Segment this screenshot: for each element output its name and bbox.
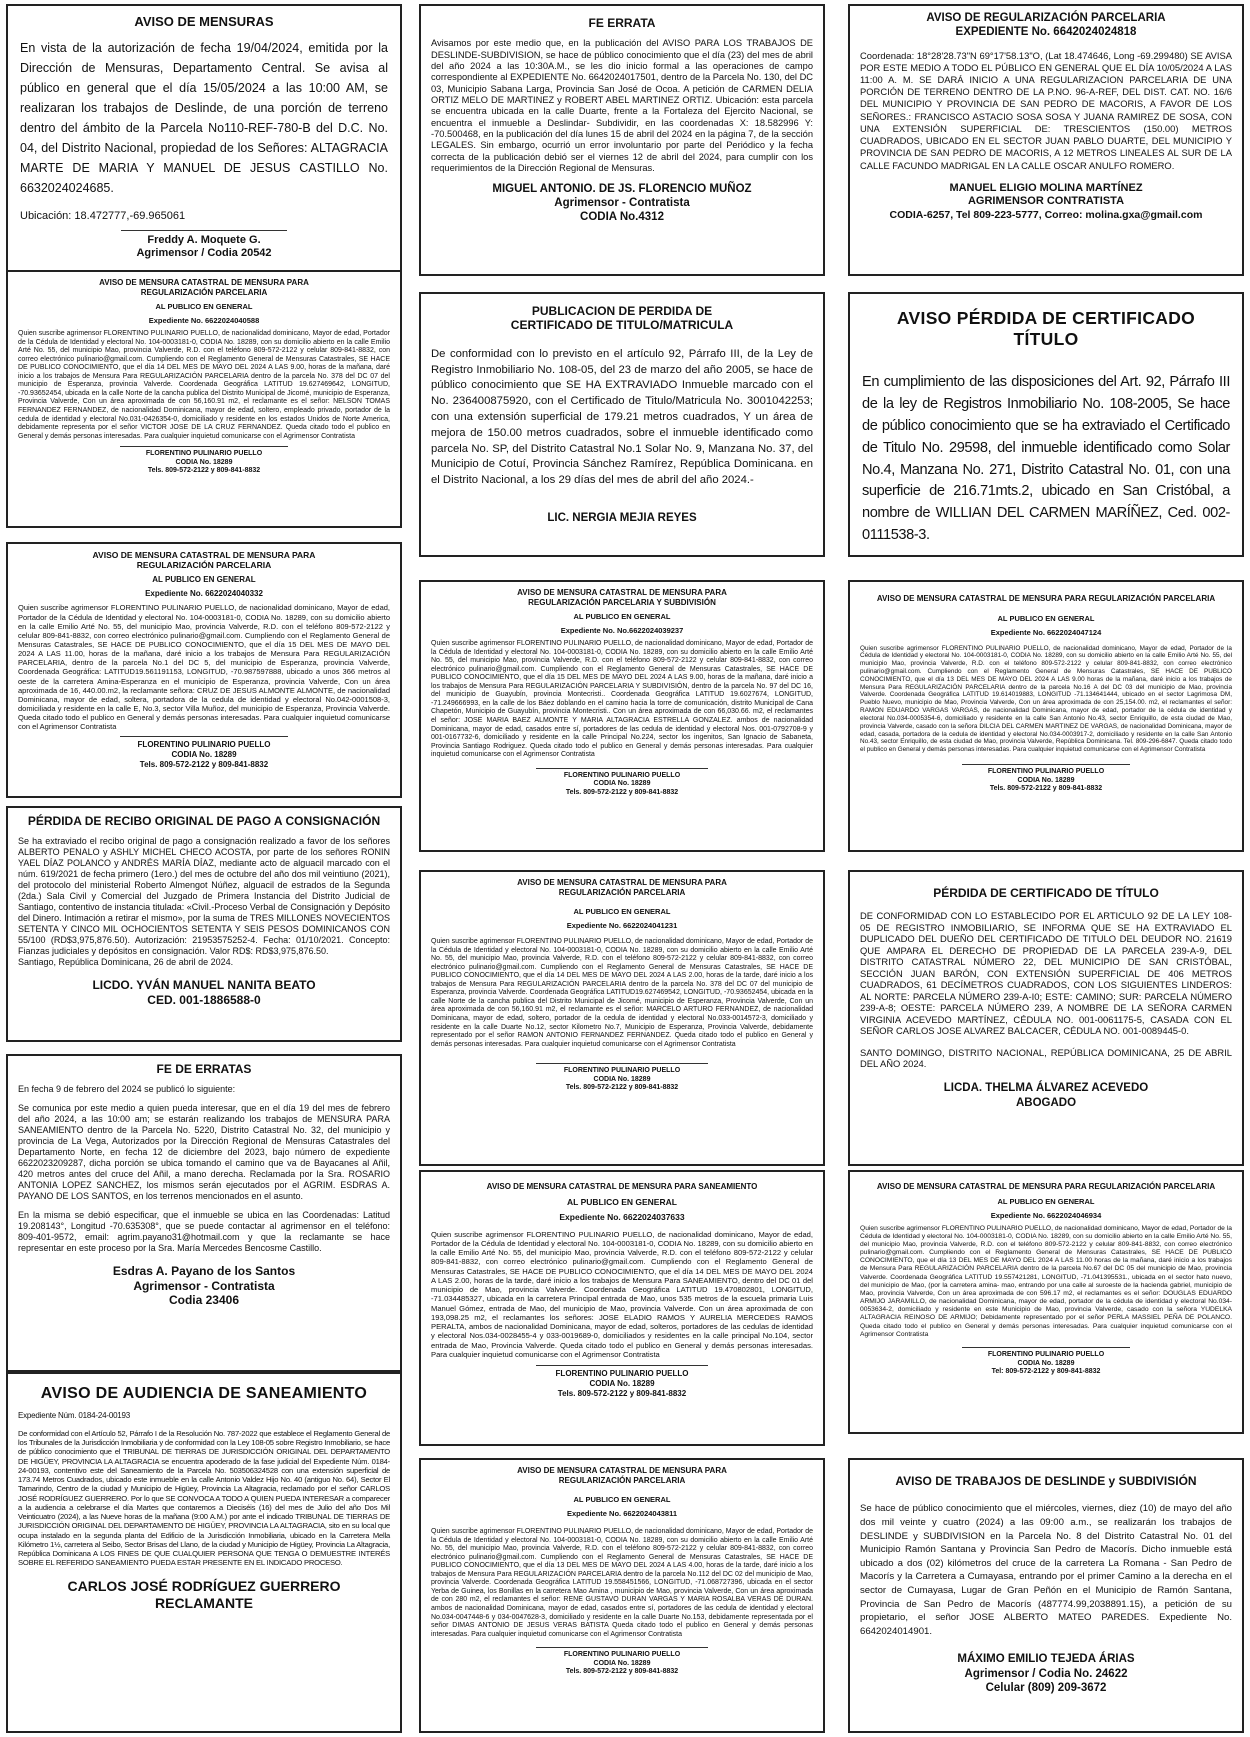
signature [18,978,390,1007]
notice-aviso-de-mensuras [6,4,402,276]
notice-body: Se ha extraviado el recibo original de pago a consignación realizado a favor de los señores ALBERTO PENALO y ASHLY MICHEL CHECO ACOSTA, por parte de los señores RONIN YAEL DÍAZ POLANCO y ANDRÉS MARÍA DÍAZ, mediante acto de alguacil marcado con el núm. 619/2021 de fecha primero (1ero.) del mes de octubre del año dos mil veintiuno (2021), del protocolo del ministerial Roberto Almengot Núñez, alguacil de estrados de la Segunda (2da.) Sala Civil y Comercial del Juzgado de Primera Instancia del Distrito Judicial de Santiago, contentivo de instancia titulada: «Civil.-Proceso Verbal de Consignación y Depósito del Dinero. Intimación a retirar el mismo», por la suma de TRES MILLONES NOVECIENTOS SETENTA Y CINCO MIL OCHOCIENTOS SETENTA Y SEIS PESOS DOMINICANOS CON 55/100 (RD$3,975,876.50). Autorización: 21953575252-4. Fecha: 01/10/2021. Concepto: Fianzas judiciales y depósitos en consignación. Valor RD$: RD$3,975,876.50. [18,836,390,957]
notice-audience: AL PUBLICO EN GENERAL [573,612,671,622]
signature-name: LICDO. YVÁN MANUEL NANITA BEATO [92,978,316,993]
signature-line [962,1347,1129,1348]
notice-title: AVISO DE MENSURA CATASTRAL DE MENSURA PARA REGULARIZACIÓN PARCELARIA Y SUBDIVISIÓN [517,588,727,607]
signature-role: Agrimensor / Codia No. 24622 [964,1667,1128,1680]
signature-name: FLORENTINO PULINARIO PUELLO [987,1351,1105,1358]
notice-perdida-recibo-consignacion [6,806,402,1042]
notice-title: AVISO DE REGULARIZACIÓN PARCELARIA EXPEDIENTE No. 6642024024818 [926,12,1166,38]
notice-body: En cumplimiento de las disposiciones del Art. 92, Párrafo III de la ley de Registros Inmobiliario No. 108-2005, Se hace de público conocimiento que se ha extraviado el Certificado de Titulo No. 29598, del inmueble identificado como Solar No.4, Manzana No. 271, Distrito Catastral No. 01, con una superficie de 216.71mts.2, ubicado en San Cristóbal, a nombre de WILLIAN DEL CARMEN MARÍÑEZ, Ced. 002-0111538-3. [862,374,1230,544]
notice-audiencia-saneamiento [6,1372,402,1733]
notice-audience: AL PUBLICO EN GENERAL [997,1196,1095,1206]
notice-body: Quien suscribe agrimensor FLORENTINO PULINARIO PUELLO, de nacionalidad dominicano, Mayor de edad, Portador de la Cédula de Identidad y electoral No. 104-0003181-0, CODIA No. 18289, con su domicilio abierto en la calle Emilio Arté No. 55, del municipio Mao, provincia Valverde, R.D. con el teléfono 809-572-2122 y celular 809-841-8832, con correo electrónico pulinario@gmail.com. Cumpliendo con el Reglamento General de Mensuras Catastrales, SE HACE DE PUBLICO CONOCIMIENTO, que el día 13 DEL MES DE MAYO DEL 2024 A LAS 4.00, horas de la tarde, daré inicio a los trabajos de Mensura Para REGULARIZACIÓN PARCELARIA dentro de la parcela No.112 del DC 02 del municipio de Mao, provincia Valverde. Coordenada Geográfica LATITUD 19.558451566, LONGITUD, -71.068727396, ubicada en el sector Yerba de Guinea, los Bonillas en la carretera Mao Amina , municipio de Mao, provincia Valverde, Con un área aproximada de con 280 m2, el reclamantes el señor: RENE GUSTAVO DURAN VARGAS Y MARIA ROSALBA VERAS DE DURAN. ambos de nacionalidad Dominicana, mayor de edad, casados entre sí, portadores de las cedula de identidad y electoral No.034-0047448-6 y 034-0047628-3, domiciliado y residente en la calle Duarte No.153, debidamente representada por el señor DIMAS ANTONIO DE JESUS VERAS BATISTA Queda citado todo el publico en General y demás personas interesadas. Para cualquier inquietud comunicarse con el Agrimensor Contratista [431,1528,813,1638]
signature-phones: Tels. 809-572-2122 y 809-841-8832 [557,1388,687,1398]
signature-name: MANUEL ELIGIO MOLINA MARTÍNEZ [949,181,1143,194]
signature-phone: Celular (809) 209-3672 [985,1681,1107,1694]
signature-phones: Tels. 809-572-2122 y 809-841-8832 [565,1668,679,1676]
signature [860,182,1232,222]
notice-mensura-regularizacion-046934 [848,1170,1244,1434]
signature-name: MÁXIMO EMILIO TEJEDA ÁRIAS [957,1653,1135,1666]
notice-body: Se hace de público conocimiento que el miércoles, viernes, diez (10) de mayo del año dos mil veinte y cuatro (2024) a las 09:00 a.m., se realizarán los trabajos de DESLINDE y SUBDIVISION en la Parcela No. 8 del Distrito Catastral No. 01 del Municipio Ramón Santana y Provincia San Pedro de Macorís. Dicho inmueble está ubicado a dos (02) kilómetros del cruce de la carretera La Romana - San Pedro de Macorís y la Carretera a Cumayasa, entrando por el primer Camino a la derecha en el sector de Cumayasa, Lugar de Gran Peñón en el Municipio de Ramón Santana, Provincia de San Pedro de Macorís (487774.99,2038891.15), a petición de su propietario, el señor JOSE ALBERTO MATEO PAREDES. Expediente No. 6642024014901. [860,1503,1232,1637]
notice-body: De conformidad con el Artículo 52, Párrafo I de la Resolución No. 787-2022 que establece el Reglamento General de los Tribunales de la Jurisdicción Inmobiliaria y de conformidad con la Ley 108-05 sobre Registro Inmobiliario, se hace de público conocimiento que el TRIBUNAL DE TIERRAS DE JURISDICCIÓN ORIGINAL DEL DEPARTAMENTO DE HIGÜEY, PROVINCIA LA ALTAGRACIA se encuentra apoderado de la fase judicial del Expediente Núm. 0184-24-00193, contentivo este del Saneamiento de la Parcela No. 503506324528 con una extensión superficial de 173.74 Metros Cuadrados, ubicado este inmueble en la calle Antonio Valdez Hijo No. 40 (antiguo No. 64), Sector El Tamarindo, Centro de la ciudad y Municipio de Higüey, Provincia La Altagracia, reclamado por el señor CARLOS JOSÉ RODRÍGUEZ GUERRERO. Por lo que SE CONVOCA A TODO A QUIEN PUEDA INTERESAR a comparecer a la audiencia a celebrarse el día Martes que contaremos a Dieciséis (16) del mes de Julio del año Dos Mil Veinticuatro (2024), a las Nueve horas de la mañana (9:00 A.M.) por ante el indicado TRIBUNAL DE TIERRAS DE JURISDICCIÓN ORIGINAL DEL DEPARTAMENTO DE HIGÜEY, PROVINCIA LA ALTAGRACIA, sito en su local que ocupa instalado en la segunda planta del Edificio de la Jurisdicción Inmobiliaria, ubicado en la Carretera Mella Kilómetro 1½, carretera al Seibo, Sector Brisas del Llano, de la ciudad y Municipio de Higüey, Provincia La Altagracia, República Dominicana A LOS FINES DE QUE CUALQUIER PERSONA QUE TENGA O DEMUESTRE INTERÉS SOBRE EL REFERIDO SANEAMIENTO PUEDA ESTAR PRESENTE EN EL INDICADO PROCESO. [18,1428,390,1568]
notice-mensura-subdivision-039237 [419,580,825,852]
signature-name: FLORENTINO PULINARIO PUELLO [555,1369,689,1379]
notice-expediente: Expediente No. 6622024040588 [148,316,260,326]
signature-name: FLORENTINO PULINARIO PUELLO [987,767,1105,775]
notice-audience: AL PUBLICO EN GENERAL [155,302,253,312]
signature-line [120,736,287,737]
signature-contact: CODIA-6257, Tel 809-223-5777, Correo: molina.gxa@gmail.com [889,208,1203,221]
notice-deslinde-subdivision [848,1458,1244,1733]
notice-title: AVISO DE MENSURA CATASTRAL DE MENSURA PARA REGULARIZACIÓN PARCELARIA [517,1466,727,1485]
signature-phones: Tels. 809-572-2122 y 809-841-8832 [565,788,679,796]
notice-mensura-regularizacion-040332 [6,542,402,798]
notice-mensura-regularizacion-040588 [6,270,402,528]
signature [431,772,813,798]
notice-audience: AL PUBLICO EN GENERAL [152,575,256,585]
signature-codia: CODIA No. 18289 [1017,1359,1075,1367]
signature-phones: Tel: 809-572-2122 y 809-841-8832 [991,1368,1101,1376]
notice-place-date: SANTO DOMINGO, DISTRITO NACIONAL, REPÚBLICA DOMINICANA, 25 DE ABRIL DEL AÑO 2024. [860,1046,1232,1070]
signature-cedula: CED. 001-1886588-0 [147,992,261,1007]
signature-name: LIC. NERGIA MEJIA REYES [547,512,697,525]
notice-fe-de-erratas [6,1054,402,1372]
signature [18,1578,390,1612]
notice-title: AVISO DE MENSURA CATASTRAL DE MENSURA PARA REGULARIZACIÓN PARCELARIA [99,278,309,297]
signature-phones: Tels. 809-572-2122 y 809-841-8832 [565,1084,679,1092]
notice-title: FE DE ERRATAS [156,1062,252,1076]
notice-perdida-certificado-matricula [419,292,825,557]
notice-mensura-regularizacion-041231 [419,870,825,1166]
signature-role: Agrimensor - Contratista [133,1278,275,1293]
notice-audience: AL PUBLICO EN GENERAL [997,613,1095,623]
notice-expediente: Expediente No. 6622024041231 [566,921,678,931]
signature-name: Esdras A. Payano de los Santos [112,1263,296,1278]
notice-body: Quien suscribe agrimensor FLORENTINO PULINARIO PUELLO, de nacionalidad dominicano, Mayor de edad, Portador de la Cédula de Identidad y electoral No. 104-0003181-0, CODIA No. 18289, con su domicilio abierto en la calle Emilio Arté No. 55, del municipio Mao, provincia Valverde, R.D. con el teléfono 809-572-2122 y celular 809-841-8832, con correo electrónico pulinario@gmail.com. Cumpliendo con el Reglamento General de Mensuras Catastrales, SE HACE DE PUBLICO CONOCIMIENTO, que el día 13 DEL MES DE MAYO DEL 2024 A LAS 11.00 horas de la mañana, daré inicio a los trabajos de Mensura Para REGULARIZACIÓN PARCELARIA dentro de la parcela No.67 del DC 05 del municipio de Mao, provincia Valverde. Coordenada Geográfica LATITUD 19.557421281, LONGITUD, -71.041395531., ubicada en el sector hato nuevo, del municipio de Mao, (por la carretera amina- mao, entrando por una calle al suroeste de la hacienda gabriel, municipio de Mao, provincia Valverde, Con un área aproximada de con 596.17 m2, el reclamantes es el señor: DOUGLAS EDUARDO ARMIJO JARAMILLO, de nacionalidad Dominicana, mayor de edad, portador de la cédula de identidad y electoral No.034-0053634-2, domiciliado y residente en este Municipio de Mao, provincia Valverde, casado con la señora YUDELKA ALTAGRACIA REINOSO DE ARMIJO; Debidamente representado por el señor PERLA MASSIEL PEÑA DE POLANCO. Queda citado todo el publico en General y demás personas interesadas. Para cualquier inquietud comunicarse con el Agrimensor Contratista [860,1224,1232,1338]
notice-expediente: Expediente No. 6622024046934 [990,1210,1102,1220]
signature-line [536,1365,708,1366]
notice-title: AVISO DE MENSURA CATASTRAL DE MENSURA PARA REGULARIZACIÓN PARCELARIA [876,1182,1216,1191]
signature-codia: CODIA No. 18289 [589,1378,655,1388]
signature-line [121,230,287,231]
signature [431,1369,813,1398]
notice-fe-errata [419,4,825,276]
notice-audience: AL PUBLICO EN GENERAL [573,907,671,917]
signature-codia: CODIA No.4312 [580,211,664,224]
notice-body: Se comunica por este medio a quien pueda interesar, que en el día 19 del mes de febrero del año 2024, a las 10:00 am; se estarán realizando los trabajos de MENSURA PARA SANEAMIENTO dentro de la Parcela No. 5220, Distrito Catastral No. 32, del municipio y provincia de La Vega, Autorizados por la Dirección Regional de Mensuras Catastrales del Departamento Norte, en fecha 12 de diciembre del 2023, bajo número de expediente 6622023209287, dicha porción se ubica tomando el camino que va de Bayacanes al Añil, 420 metros antes del cruce del Añil, a mano derecha. Reclamada por la Sra. ROSARIO ANTONIA LOPEZ SANCHEZ, los mismos serán ejecutados por el AGRIM. ESDRAS A. PAYANO DE LOS SANTOS, en los terrenos mencionados en el asunto. [18,1103,390,1202]
notice-body: En vista de la autorización de fecha 19/04/2024, emitida por la Dirección de Mensuras, Departamento Central. Se avisa al público en general que el día 15/05/2024 a las 10:00 AM, se realizaran los trabajos de Deslinde, de una porción de terreno dentro del ámbito de la Parcela No110-REF-780-B del D.C. No. 04, del Distrito Nacional, propiedad de los Señores: ALTAGRACIA MARTE DE MARIA Y MANUEL DE JESUS CASTILLO No. 6632024024685. [20,40,388,195]
signature-name: LICDA. THELMA ÁLVAREZ ACEVEDO [943,1082,1149,1095]
signature-line [536,1647,708,1648]
notice-body: DE CONFORMIDAD CON LO ESTABLECIDO POR EL ARTICULO 92 DE LA LEY 108-05 DE REGISTRO INMOBILIARIO, SE INFORMA QUE SE HA EXTRAVIADO EL DUPLICADO DEL DUEÑO DEL CERTIFICADO DE TITULO DEL DEUDOR NO. 21619 QUE AMPARA EL DERECHO DE PROPIEDAD DE LA PARCELA 239-A-9, DEL DISTRITO CATASTRAL NÚMERO 22, DEL MUNICIPIO DE SAN CRISTÓBAL, SECCIÓN JUAN BARÓN, CON EXTENSIÓN SUPERFICIAL DE 406 METROS CUADRADOS, 61 DECÍMETROS CUADRADOS, CON LOS SIGUIENTES LINDEROS: AL NORTE: PARCELA NÚMERO 239-A-I0; ESTE: CAMINO; SUR: PARCELA NÚMERO 239-A-8; OESTE: PARCELA NÚMERO 239, A NOMBRE DE LA SEÑORA CARMEN VIRGINIA ACEVEDO MARTÍNEZ, CÉDULA NO. 001-0061175-5, CASADA CON EL SEÑOR CARLOS JOSE ALVAREZ BALCACER, CÉDULA NO. 001-0089445-0. [860,910,1232,1037]
signature [20,234,388,261]
signature-role: Agrimensor - Contratista [554,197,690,210]
notice-expediente: Expediente No. No.6622024039237 [560,626,684,636]
notice-correction: En la misma se debió especificar, que el inmueble se ubica en las Coordenadas: Latitud 19.208143°, Longitud -70.635308°, que se puede contactar al agrimensor en el teléfono: 809-401-9572, email: agrim.payano31@hotmail.com y que la reclamante se hace representar en este proceso por la Sra. María Mercedes Bencosme Castillo. [18,1210,390,1253]
signature-name: FLORENTINO PULINARIO PUELLO [563,771,681,779]
notice-expediente: Expediente No. 6622024047124 [990,627,1102,637]
notice-title: AVISO DE MENSURA CATASTRAL DE MENSURA PARA SANEAMIENTO [486,1182,758,1191]
signature-codia: CODIA No. 18289 [171,750,237,760]
notice-body: Avisamos por este medio que, en la publicación del AVISO PARA LOS TRABAJOS DE DESLINDE-SUBDIVISION, se hace de público conocimiento que el día (23) del mes de abril del año 2024 a las 10:30A.M., se les dio inicio formal a las operaciones de campo correspondiente al EXPEDIENTE No. 6642024017501, dentro de la Parcela No. 130, del DC 03, Municipio Sabana Larga, Provincia San José de Ocoa. A petición de CARMEN DELIA ORTIZ MELO DE MARTINEZ y ROBERT ABEL MARTINEZ ORTIZ. Ubicación: esta parcela se encuentra ubicada en la calle Duarte, frente a la Fortaleza del Ejercito Nacional, se encuentra el inmueble a Deslindar- Subdividir, en las coordenadas X: 18.582996 Y: -70.500468, en la publicación del día lunes 15 de abril del 2024 en la página 7, de la sección LEGALES. Sin embargo, ocurrió un error involuntario por parte del Periódico y la fecha correcta de la publicación debió ser el viernes 12 de abril del 2024, para cumplir con los requerimientos de la Dirección Regional de Mensuras. [431,38,813,173]
signature [860,1351,1232,1377]
signature-line [536,1063,708,1064]
signature-name: FLORENTINO PULINARIO PUELLO [563,1067,681,1075]
notice-body: Quien suscribe agrimensor FLORENTINO PULINARIO PUELLO, de nacionalidad dominicano, Mayor de edad, Portador de la Cédula de Identidad y electoral No. 104-0003181-0, CODIA No. 18289, con su domicilio abierto en la calle Emilio Arté No. 55, del municipio Mao, provincia Valverde, R.D. con el teléfono 809-572-2122 y celular 809-841-8832, con correo electrónico pulinario@gmail.com. Cumpliendo con el Reglamento General de Mensuras Catastrales, SE HACE DE PUBLICO CONOCIMIENTO, que el día 14 DEL MES DE MAYO DEL 2024 A LAS 2.00, horas de la tarde, daré inicio a los trabajos de Mensura Para REGULARIZACIÓN PARCELARIA dentro de la parcela No. 378 del DC 07 del municipio de Esperanza, provincia Valverde. Coordenada Geográfica LATITUD19.627469542, LONGITUD, -70.93652454, ubicada en la calle Norte de la cancha publica del Distrito Municipal de Jicomé, municipio de Esperanza, Provincia Valverde, Con un área aproximada de con 56,160.91 m2, el reclamante es el señor: MARCELO ARTURO FERNANDEZ, de nacionalidad Dominicana, mayor de edad, soltero, portador de la cedula de identidad y electoral No.033-0014572-3, domiciliado y residente en la calle Duarte No.12, sector Kilometro No.7, Municipio de Esperanza, Provincia Valverde, debidamente representado por el señor RAMON ANTONIO FERNANDEZ FERNANDEZ. Queda citado todo el publico en General y demás personas interesadas. Para cualquier inquietud comunicarse con el Agrimensor Contratista [431,938,813,1048]
notice-body: Quien suscribe agrimensor FLORENTINO PULINARIO PUELLO, de nacionalidad dominicano, Mayor de edad, Portador de la Cédula de Identidad y electoral No. 104-0003181-0, CODIA No. 18289, con su domicilio abierto en la calle Emilio Arté No. 55, del municipio Mao, provincia Valverde, R.D. con el teléfono 809-572-2122 y celular 809-841-8832, con correo electrónico pulinario@gmail.com. Cumpliendo con el Reglamento General de Mensuras Catastrales, SE HACE DE PUBLICO CONOCIMIENTO, que el día 13 DEL MES DE MAYO DEL 2024 A LAS 9.00 horas de la mañana, daré inicio a los trabajos de Mensura Para REGULARIZACIÓN PARCELARIA dentro de la parcela No.16 A del DC 03 del municipio de Mao, provincia Valverde. Coordenada Geográfica LATITUD 19.614019883, LONGITUD -71.134641444, ubicado en el sector Lagrimosa DM, Pueblo Nuevo, municipio de Mao, Provincia Valverde, Con un área aproximada de con 25,154.00. m2, el reclamantes el señor: RAMON EDUARDO VARGAS VARGAS, de nacionalidad Dominicana, mayor de edad, portador de la cédula de identidad y electoral No.034-0005354-6, domiciliado y residente en la calle San Antonio No.43, sector Enriquillo, de esta ciudad de Mao, provincia Valverde, casado con la señora DILCIA DEL CARMEN MARTINEZ DE VARGAS, de nacionalidad Dominicana, mayor de edad, casada, portadora de la cedula de identidad y electoral No.034-0003917-2, domiciliado y residente en la calle San Antonio No.43, sector Enriquillo, de esta ciudad de Mao, provincia Valverde, República Dominicana. Tel. 809-296-6847. Queda citado todo el publico en General y demás personas interesadas. Para cualquier inquietud comunicarse con el Agrimensor Contratista [860,644,1232,754]
notice-title: FE ERRATA [588,16,656,30]
notice-title: PÉRDIDA DE RECIBO ORIGINAL DE PAGO A CONSIGNACIÓN [27,814,381,828]
notice-audience: AL PUBLICO EN GENERAL [567,1196,677,1207]
notice-location: Ubicación: 18.472777,-69.965061 [20,209,186,222]
signature-codia: CODIA No. 18289 [593,780,651,788]
notice-title: AVISO DE MENSURAS [134,14,274,29]
notice-mensura-regularizacion-043811 [419,1458,825,1733]
signature-codia: Codia 23406 [168,1293,240,1308]
notice-place-date: Santiago, República Dominicana, 26 de abril de 2024. [18,957,234,968]
notice-body: Quien suscribe agrimensor FLORENTINO PULINARIO PUELLO, de nacionalidad dominicano, Mayor de edad, Portador de la Cédula de Identidad y electoral No. 104-0003181-0, CODIA No. 18289, con su domicilio abierto en la calle Emilio Arté No. 55, del municipio Mao, provincia Valverde, R.D. con el teléfono 809-572-2122 y celular 809-841-8832, con correo electrónico pulinario@gmail.com. Cumpliendo con el Reglamento General de Mensuras Catastrales, SE HACE DE PUBLICO CONOCIMIENTO, que el día 14 DEL MES DE MAYO DEL 2024 A LAS 2.00, horas de la tarde, daré inicio a los trabajos de Mensura Para SANEAMIENTO, dentro del DC 01 del municipio de Mao, provincia Valverde. Coordenada Geográfica LATITUD 19.470802801, LONGITUD, -71.034485327, ubicada en la carretera Principal entrada de Mao, unos 535 metros de la escuela primaria Luis Manuel Gómez, entrada de Mao, del municipio de Mao, provincia Valverde. Con un área aproximada de con 193,098.25 m2, el reclamantes los señores: JOSE ELADIO RAMOS Y AURELIA MERCEDES RAMOS PERALTA, ambos de nacionalidad Dominicana, mayor de edad, solteros, portadores de las cedulas de identidad y electoral Nos.034-0028455-4 y 033-0019689-0, domiciliados y residentes en la calle principal No.104, sector entrada de Mao, Provincia Valverde. Queda citado todo el publico en General y demás personas interesadas. Para cualquier inquietud comunicarse con el Agrimensor Contratista [431,1229,813,1359]
notice-regularizacion-024818 [848,4,1244,276]
notice-title: AVISO DE AUDIENCIA DE SANEAMIENTO [40,1385,368,1402]
notice-expediente: Expediente No. 6622024037633 [559,1211,685,1222]
signature [431,511,813,525]
signature-phones: Tels. 809-572-2122 y 809-841-8832 [147,467,261,475]
signature-line [536,768,708,769]
notice-title: AVISO DE MENSURA CATASTRAL DE MENSURA PARA REGULARIZACIÓN PARCELARIA [876,594,1216,603]
notice-perdida-certificado-titulo-21619 [848,870,1244,1166]
notice-body: Coordenada: 18°28'28.73"N 69°17'58.13"O, (Lat 18.474646, Long -69.299480) SE AVISA POR ESTE MEDIO A TODO EL PÚBLICO EN GENERAL QUE EL DÍA 10/05/2024 A LAS 11:00 A. M. SE DARÁ INICIO A UNA REGULARIZACION PARCELARIA DE UNA PORCIÓN DE TERRENO DENTRO DE LA P.NO. 96-A-REF, DEL DIST. CAT. NO. 16/6 DEL MUNICIPIO Y PROVINCIA DE SAN PEDRO DE MACORIS, A FAVOR DE LOS SEÑORES.: FRANCISCO ASTACIO SOSA SOSA Y JUANA RAMIREZ DE SOSA, CON UNA EXTENSIÓN SUPERFICIAL DE: TRESCIENTOS (150.00) METROS CUADRADOS, UBICADO EN EL SECTOR JUAN PABLO DUARTE, DEL MUNICIPIO Y PROVINCIA DE SAN PEDRO DE MACORIS, A 12 METROS LINEALES AL SUR DE LA CALLE FACUNDO MADRIGAL EN LA CALLE OSCAR ANULFO ROMERO. [860,49,1232,171]
signature-name: FLORENTINO PULINARIO PUELLO [563,1651,681,1659]
signature-codia: CODIA No. 18289 [593,1075,651,1083]
signature [431,1651,813,1677]
signature-role: AGRIMENSOR CONTRATISTA [967,195,1125,208]
notice-audience: AL PUBLICO EN GENERAL [573,1495,671,1505]
signature [860,768,1232,794]
notice-mensura-regularizacion-047124 [848,580,1244,852]
notice-body: De conformidad con lo previsto en el artículo 92, Párrafo III, de la Ley de Registro Inmobiliario No. 108-05, del 23 de marzo del año 2005, se hace de público conocimiento que SE HA EXTRAVIADO Inmueble marcado con el No. 236400875920, con el Certificado de Titulo/Matricula No. 3001042253; con una extensión superficial de 179.21 metros cuadrados, Y un área de mejora de 150.00 metros cuadrados, sobre el inmueble identificado como parcela No. SP, del Distrito Catastral No.1 Solar No. 9, Manzana No. 37, del Municipio de Cotuí, Provincia Sánchez Ramírez, República Dominicana. en el Distrito Nacional, a los 29 días del mes de abril del año 2024.- [431,347,813,487]
notice-expediente: Expediente No. 6622024043811 [566,1509,678,1519]
notice-title: AVISO DE TRABAJOS DE DESLINDE y SUBDIVISIÓN [895,1474,1197,1488]
signature [18,450,390,476]
signature-name: FLORENTINO PULINARIO PUELLO [137,740,271,750]
signature-role: Agrimensor / Codia 20542 [136,247,272,259]
signature-phones: Tels. 809-572-2122 y 809-841-8832 [139,759,269,769]
signature-line [120,446,287,447]
signature [18,740,390,769]
signature-name: MIGUEL ANTONIO. DE JS. FLORENCIO MUÑOZ [492,183,752,196]
signature-name: Freddy A. Moquete G. [147,233,261,246]
signature [860,1081,1232,1109]
signature [18,1264,390,1308]
signature-codia: CODIA No. 18289 [1017,776,1075,784]
signature-name: CARLOS JOSÉ RODRÍGUEZ GUERRERO [67,1577,341,1594]
signature-phones: Tels. 809-572-2122 y 809-841-8832 [989,785,1103,793]
signature-role: RECLAMANTE [155,1594,253,1611]
notice-title: AVISO DE MENSURA CATASTRAL DE MENSURA PARA REGULARIZACIÓN PARCELARIA [517,878,727,897]
notice-title: PUBLICACION DE PERDIDA DE CERTIFICADO DE TITULO/MATRICULA [510,304,734,333]
signature [431,1067,813,1093]
signature [860,1652,1232,1694]
notice-expediente: Expediente Núm. 0184-24-00193 [18,1411,131,1421]
signature-codia: CODIA No. 18289 [593,1659,651,1667]
notice-expediente: Expediente No. 6622024040332 [145,589,263,599]
notice-perdida-certificado-titulo [848,292,1244,557]
notice-body: Quien suscribe agrimensor FLORENTINO PULINARIO PUELLO, de nacionalidad dominicano, Mayor de edad, Portador de la Cédula de Identidad y electoral No. 104-0003181-0, CODIA No. 18289, con su domicilio abierto en la calle Emilio Arté No. 55, del municipio Mao, provincia Valverde, R.D. con el teléfono 809-572-2122 y celular 809-841-8832, con correo electrónico pulinario@gmail.com. Cumpliendo con el Reglamento General de Mensuras Catastrales, SE HACE DE PUBLICO CONOCIMIENTO, que el día 15 DEL MES DE MAYO DEL 2024 A LAS 11.00, horas de la mañana, daré inicio a los trabajos de Mensura Para REGULARIZACIÓN PARCELARIA, dentro de la parcela No.1 del DC 5, del municipio de Esperanza, provincia Valverde, Coordenada Geográfica: LATITUD19.561191153, LONGITUD, -70.987597888, ubicado a unos 366 metros al oeste de la carretera Amina-Esperanza en el municipio de Esperanza, provincia Valverde, Con un área aproximada de 16, 440.00.m2, la reclamante señora: CRUZ DE JESUS ALMONTE ALMONTE, de nacionalidad Dominicana, mayor de edad, soltera, portadora de la cedula de identidad y electoral No.042-0001508-3, domiciliada y residente en la calle E, No.3, sector Villa Muñoz, del municipio de Esperanza, Provincia Valverde. Queda citado todo el publico en General y demás personas interesadas. Para cualquier inquietud comunicarse con el Agrimensor Contratista [18,603,390,732]
notice-title: PÉRDIDA DE CERTIFICADO DE TÍTULO [933,886,1159,900]
signature [431,182,813,224]
notice-body: Quien suscribe agrimensor FLORENTINO PULINARIO PUELLO, de nacionalidad dominicano, Mayor de edad, Portador de la Cédula de Identidad y electoral No. 104-0003181-0, CODIA No. 18289, con su domicilio abierto en la calle Emilio Arté No. 55, del municipio Mao, provincia Valverde, R.D. con el teléfono 809-572-2122 y celular 809-841-8832, con correo electrónico pulinario@gmail.com. Cumpliendo con el Reglamento General de Mensuras Catastrales, SE HACE DE PUBLICO CONOCIMIENTO, que el día 15 DEL MES DE MAYO DEL 2024 A LAS 9.00, horas de la mañana, daré inicio a los trabajos de Mensura Para REGULARIZACIÓN PARCELARIA Y SUBDIVISIÓN, dentro de la parcela No. 97 del DC 16, del municipio de Guayubín, provincia Montecristi.. Coordenada Geográfica LATITUD 19.6027674, LONGITUD, -71.249666993, en la calle de los Báez doblando en el camino hacia la torre de comunicación, distrito Municipal de Cana Chapetón, Municipio de Guayubín, provincia Montecristi.. Con un área aproximada de con 66,030.66. m2, el reclamantes el señor: JOSE MARIA BAEZ ALMONTE Y MARIA ALTAGRACIA ESTRELLA GONZALEZ. ambos de nacionalidad Dominicana, mayor de edad, casados entre sí, portadores de las cedula de identidad y electoral Nos. 001-0792708-9 y 001-0167732-6, domiciliado y residente en la calle Principal No.224, sector los ingenitos, San Ignacio de Sabaneta, Provincia Santiago Rodriguez. Queda citado todo el publico en General y demás personas interesadas. Para cualquier inquietud comunicarse con el Agrimensor Contratista [431,640,813,759]
notice-title: AVISO PÉRDIDA DE CERTIFICADO TÍTULO [896,308,1196,349]
notice-body: Quien suscribe agrimensor FLORENTINO PULINARIO PUELLO, de nacionalidad dominicano, Mayor de edad, Portador de la Cédula de Identidad y electoral No. 104-0003181-0, CODIA No. 18289, con su domicilio abierto en la calle Emilio Arté No. 55, del municipio Mao, provincia Valverde, R.D. con el teléfono 809-572-2122 y celular 809-841-8832, con correo electrónico pulinario@gmail.com. Cumpliendo con el Reglamento General de Mensuras Catastrales, SE HACE DE PUBLICO CONOCIMIENTO, que el día 14 DEL MES DE MAYO DEL 2024 A LAS 9.00, horas de la mañana, daré inicio a los trabajos de Mensura Para REGULARIZACIÓN PARCELARIA dentro de la parcela No. 378 del DC 07 del municipio de Esperanza, provincia Valverde. Coordenada Geográfica LATITUD 19.627469642, LONGITUD, -70.93652454, ubicada en la calle Norte de la cancha publica del Distrito Municipal de Jicomé, municipio de Esperanza, Provincia Valverde, Con un área aproximada de con 56,160.91 m2, el reclamante es el señor: NELSON TOMAS FERNANDEZ FERNANDEZ, de nacionalidad Dominicana, mayor de edad, soltero, empleado privado, portador de la cedula de identidad y electoral No.031-0426354-0, domiciliado y residente en los estados Unidos de Norte America, debidamente representa por el señor VICTOR JOSE DE LA CRUZ FERNANDEZ. Queda citado todo el publico en General y demás personas interesadas. Para cualquier inquietud comunicarse con el Agrimensor Contratista [18,330,390,440]
notice-intro: En fecha 9 de febrero del 2024 se publicó lo siguiente: [18,1084,236,1095]
signature-codia: CODIA No. 18289 [175,458,233,466]
notice-title: AVISO DE MENSURA CATASTRAL DE MENSURA PARA REGULARIZACIÓN PARCELARIA [92,550,316,571]
notice-mensura-saneamiento-037633 [419,1170,825,1446]
signature-name: FLORENTINO PULINARIO PUELLO [145,450,263,458]
signature-line [962,764,1129,765]
signature-role: ABOGADO [1015,1096,1077,1109]
